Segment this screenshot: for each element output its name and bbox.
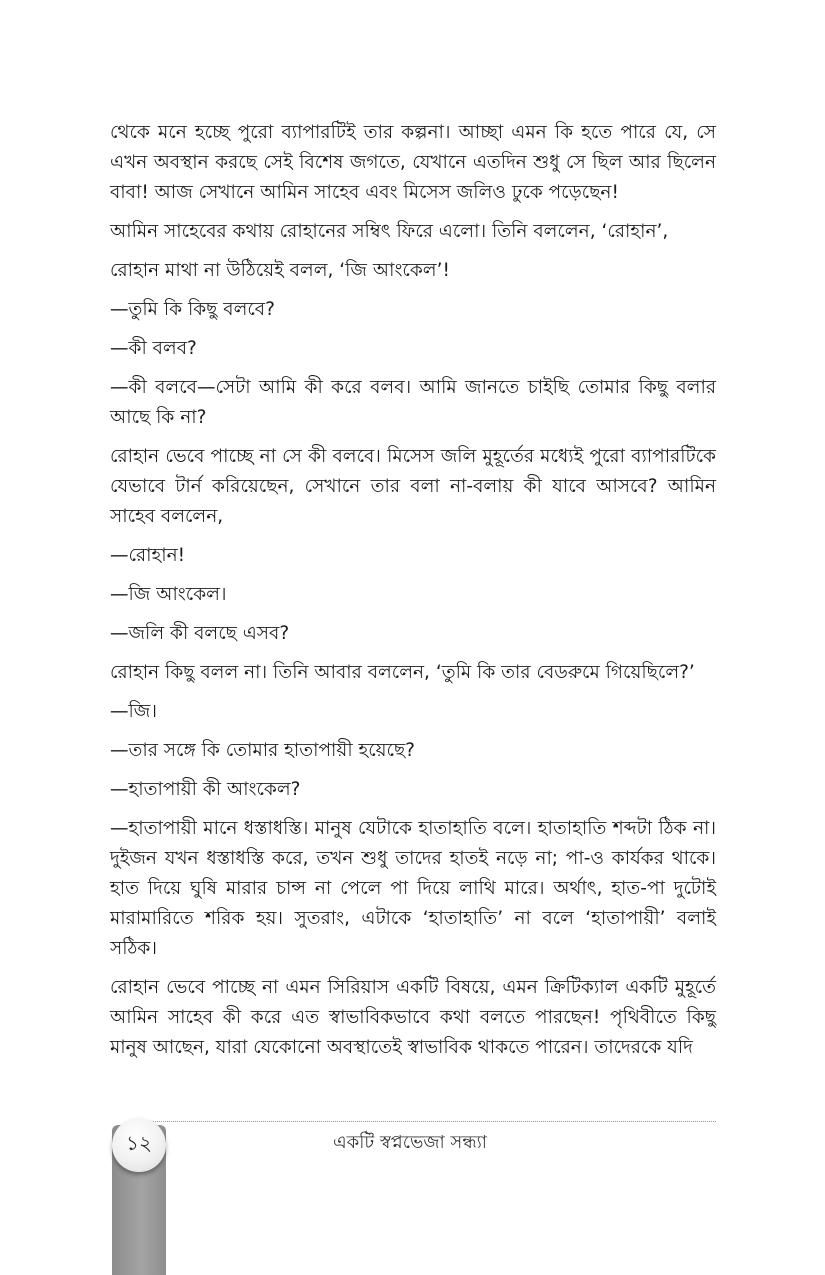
paragraph: —জি আংকেল। <box>110 584 227 605</box>
paragraph: রোহান কিছু বলল না। তিনি আবার বললেন, ‘তুমি কি তার বেডরুমে গিয়েছিলে?’ <box>110 662 695 683</box>
paragraph: —কী বলবে—সেটা আমি কী করে বলব। আমি জানতে চাইছি তোমার কিছু বলার আছে কি না? <box>110 377 716 428</box>
page-number: ১২ <box>112 1118 166 1172</box>
paragraph: আমিন সাহেবের কথায় রোহানের সম্বিৎ ফিরে এলো। তিনি বললেন, ‘রোহান’, <box>110 221 669 242</box>
paragraph: রোহান ভেবে পাচ্ছে না এমন সিরিয়াস একটি বিষয়ে, এমন ক্রিটিক্যাল একটি মুহূর্তে আমিন সাহেব কী করে এত স্বাভাবিকভাবে কথা বলতে পারছেন! পৃথিবীতে কিছু মানুষ আছেন, যারা যেকোনো অবস্থাতেই স্বাভাবিক থাকতে পারেন। তাদেরকে যদি <box>110 977 716 1058</box>
paragraph: রোহান মাথা না উঠিয়েই বলল, ‘জি আংকেল’! <box>110 260 450 281</box>
paragraph: —হাতাপায়ী মানে ধস্তাধস্তি। মানুষ যেটাকে হাতাহাতি বলে। হাতাহাতি শব্দটা ঠিক না। দুইজন যখন ধস্তাধস্তি করে, তখন শুধু তাদের হাতই নড়ে না; পা-ও কার্যকর থাকে। হাত দিয়ে ঘুষি মারার চান্স না পেলে পা দিয়ে লাথি মারে। অর্থাৎ, হাত-পা দুটোই মারামারিতে শরিক হয়। সুতরাং, এটাকে ‘হাতাহাতি’ না বলে ‘হাতাপায়ী’ বলাই সঠিক। <box>110 818 716 959</box>
paragraph: —তুমি কি কিছু বলবে? <box>110 299 275 320</box>
paragraph: —রোহান! <box>110 545 186 566</box>
footer-divider <box>140 1121 716 1122</box>
paragraph: —হাতাপায়ী কী আংকেল? <box>110 779 301 800</box>
paragraph: থেকে মনে হচ্ছে পুরো ব্যাপারটিই তার কল্পনা। আচ্ছা এমন কি হতে পারে যে, সে এখন অবস্থান করছে সেই বিশেষ জগতে, যেখানে এতদিন শুধু সে ছিল আর ছিলেন বাবা! আজ সেখানে আমিন সাহেব এবং মিসেস জলিও ঢুকে পড়েছেন! <box>110 122 716 203</box>
running-title: একটি স্বপ্নভেজা সন্ধ্যা <box>332 1132 488 1153</box>
paragraph: —জলি কী বলছে এসব? <box>110 623 290 644</box>
paragraph: —কী বলব? <box>110 338 197 359</box>
paragraph: —জি। <box>110 701 157 722</box>
paragraph: রোহান ভেবে পাচ্ছে না সে কী বলবে। মিসেস জলি মুহূর্তের মধ্যেই পুরো ব্যাপারটিকে যেভাবে টার্ন করিয়েছেন, সেখানে তার বলা না-বলায় কী যাবে আসবে? আমিন সাহেব বললেন, <box>110 446 716 527</box>
paragraph: —তার সঙ্গে কি তোমার হাতাপায়ী হয়েছে? <box>110 740 416 761</box>
body-text <box>110 118 716 1072</box>
